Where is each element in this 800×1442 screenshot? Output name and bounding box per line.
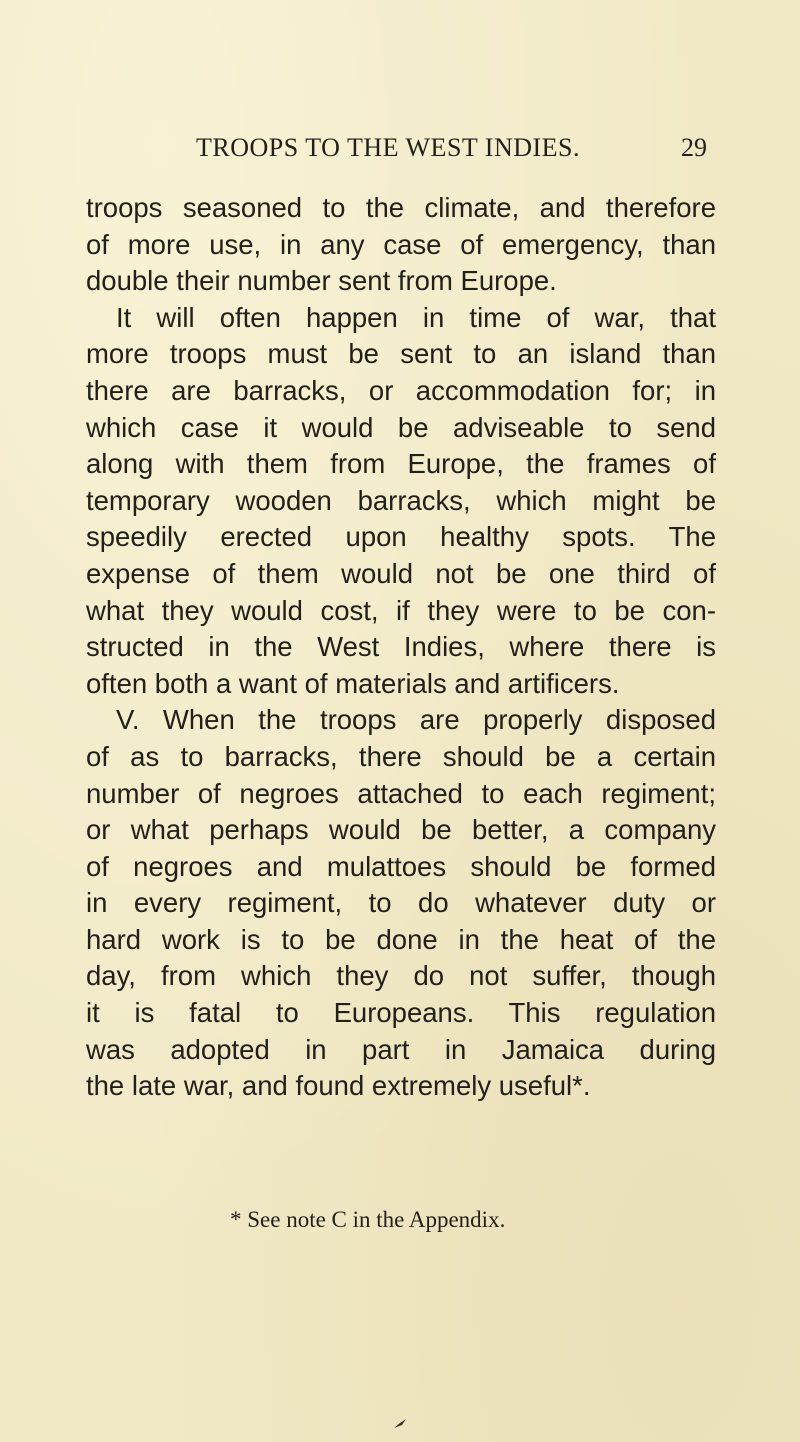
text-line: hard work is to be done in the heat of the [86,923,716,955]
text-line: structed in the West Indies, where there is [86,631,716,663]
text-line: of more use, in any case of emergency, than [86,228,716,260]
text-line: often both a want of materials and artificers. [86,667,620,699]
text-line: more troops must be sent to an island than [86,338,716,370]
text-line: along with them from Europe, the frames of [86,448,716,480]
text-line: expense of them would not be one third of [86,557,716,589]
text-line: double their number sent from Europe. [86,265,557,297]
text-line: what they would cost, if they were to be con- [86,594,716,626]
running-header: TROOPS TO THE WEST INDIES. [196,133,581,162]
page-number: 29 [681,133,707,162]
text-line: day, from which they do not suffer, though [86,960,716,992]
text-line: of as to barracks, there should be a certain [86,740,716,772]
printer-mark-icon [393,1418,407,1430]
text-line: temporary wooden barracks, which might be [86,484,716,516]
body-text [86,190,716,1105]
text-line: It will often happen in time of war, that [116,301,716,333]
text-line: was adopted in part in Jamaica during [86,1033,716,1065]
text-line: the late war, and found extremely useful*. [86,1070,591,1102]
text-line: in every regiment, to do whatever duty or [86,887,716,919]
footnote: * See note C in the Appendix. [230,1207,506,1232]
text-line: of negroes and mulattoes should be formed [86,850,716,882]
text-line: number of negroes attached to each regiment; [86,777,716,809]
text-line: V. When the troops are properly disposed [116,704,716,736]
text-line: there are barracks, or accommodation for; in [86,374,716,406]
text-line: troops seasoned to the climate, and therefore [86,192,716,223]
text-line: speedily erected upon healthy spots. The [86,521,716,553]
text-line: or what perhaps would be better, a company [86,814,716,846]
text-line: which case it would be adviseable to send [86,411,716,443]
text-line: it is fatal to Europeans. This regulation [86,997,716,1029]
